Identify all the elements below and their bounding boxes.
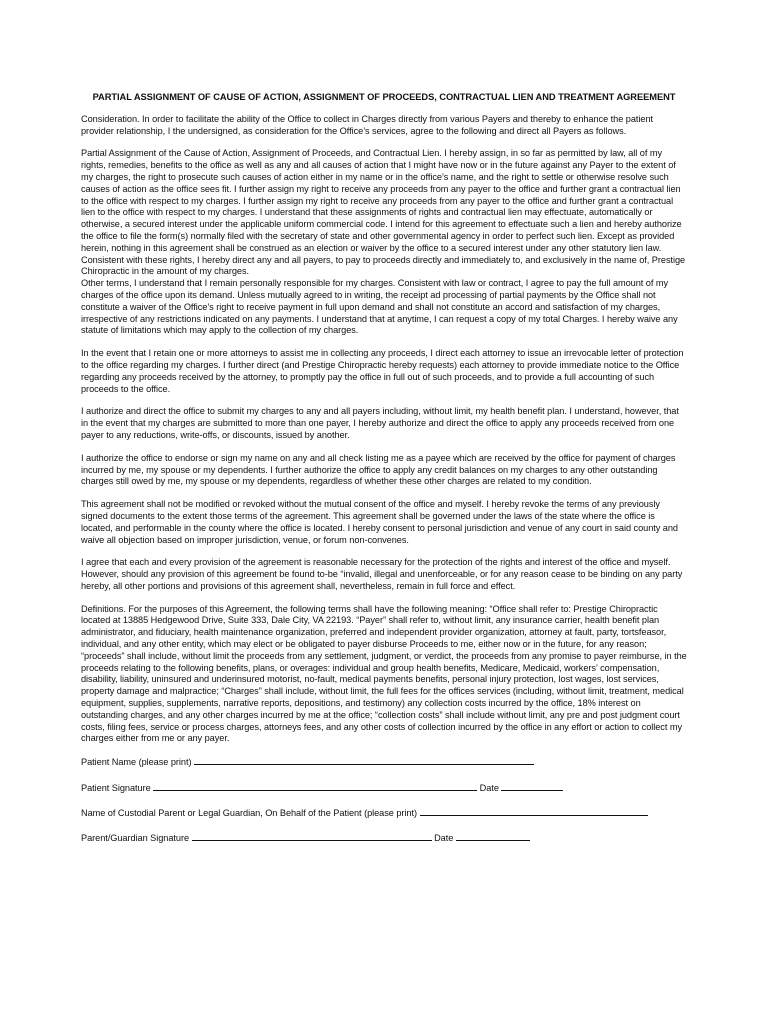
- patient-name-field[interactable]: [194, 756, 534, 765]
- guardian-date-field[interactable]: [456, 832, 530, 841]
- patient-date-label: Date: [479, 782, 499, 793]
- patient-signature-row: [81, 782, 687, 795]
- guardian-signature-label: Parent/Guardian Signature: [81, 833, 190, 844]
- paragraph-consideration: Consideration. In order to facilitate the ability of the Office to collect in Charges directly from various Payers and thereby to enhance the patient provider relationship, I the undersigned, as consideration for the Office’s services, agree to the following and direct all Payers as follows.: [81, 113, 654, 136]
- guardian-name-field[interactable]: [420, 807, 648, 816]
- patient-date-field[interactable]: [501, 782, 563, 791]
- document-title: PARTIAL ASSIGNMENT OF CAUSE OF ACTION, ASSIGNMENT OF PROCEEDS, CONTRACTUAL LIEN AND TREATMENT AGREEMENT: [92, 92, 676, 102]
- paragraph-partial-assignment: Partial Assignment of the Cause of Action, Assignment of Proceeds, and Contractual Lien. I hereby assign, in so far as permitted by law, all of my rights, remedies, benefits to the office as well as any and all causes of action that I might have now or in the future against any Payer to the extent of my charges, the right to prosecute such causes of action either in my name or in the office’s name, and the right to settle or otherwise resolve such causes of action as the office sees fit. I further assign my right to receive any proceeds from any payer to the office and further grant a contractual lien to the office with respect to my charges. I further assign my right to receive any proceeds from any payer to the office and further grant a contractual lien to the office with respect to my charges. I understand that these assignments of rights and contractual lien may effectuate, automatically or otherwise, a secured interest under the applicable uniform commercial code. I intend for this agreement to effectuate such a lien and hereby authorize the office to file the form(s) normally filed with the secretary of state and other governmental agency in order to perfect such lien. Except as provided herein, nothing in this agreement shall be construed as an election or waiver by the office to a secured interest under any other statutory lien law. Consistent with these rights, I hereby direct any and all payers, to pay to proceeds directly and immediately to, and exclusively in the name of, Prestige Chiropractic in the amount of my charges.: [81, 148, 686, 277]
- paragraph-modification: This agreement shall not be modified or revoked without the mutual consent of the office and myself. I hereby revoke the terms of any previously signed documents to the extent those terms of the agreement. This agreement shall be governed under the laws of the state where the office is located, and performable in the county where the office is located. I hereby consent to personal jurisdiction and venue of any court in said county and waive all objection based on improper jurisdiction, venue, or forum non-convenes.: [81, 499, 678, 545]
- guardian-name-row: [81, 807, 687, 820]
- agreement-document: [81, 92, 687, 857]
- guardian-signature-row: [81, 832, 687, 845]
- patient-signature-label: Patient Signature: [81, 782, 151, 793]
- patient-signature-field[interactable]: [153, 782, 477, 791]
- paragraph-attorneys: In the event that I retain one or more attorneys to assist me in collecting any proceeds, I direct each attorney to issue an irrevocable letter of protection to the office regarding my charges. I further direct (and Prestige Chiropractic hereby requests) each attorney to provide immediate notice to the Office regarding any proceeds received by the attorney, to promptly pay the office in full out of such proceeds, and to provide a full accounting of such proceeds to the office.: [81, 348, 684, 394]
- guardian-name-label: Name of Custodial Parent or Legal Guardian, On Behalf of the Patient (please print): [81, 807, 417, 818]
- patient-name-row: [81, 756, 687, 769]
- guardian-date-label: Date: [434, 833, 454, 844]
- paragraph-other-terms: Other terms, I understand that I remain personally responsible for my charges. Consistent with law or contract, I agree to pay the full amount of my charges of the office upon its demand. Unless mutually agreed to in writing, the receipt ad processing of partial payments by the Office shall not constitute a waiver of the Office’s right to receive payment in full upon demand and shall not constitute an accord and satisfaction of my charges, irrespective of any restrictions indicated on any payments. I understand that at anytime, I can request a copy of my total Charges. I hereby waive any statute of limitations which may apply to the collection of my charges.: [81, 278, 678, 336]
- paragraph-definitions: Definitions. For the purposes of this Agreement, the following terms shall have the following meaning: “Office shall refer to: Prestige Chiropractic located at 13885 Hedgewood Drive, Suite 333, Dale City, VA 22193. “Payer” shall refer to, without limit, any insurance carrier, health benefit plan administrator, and fiduciary, health maintenance organization, preferred and independent provider organization, attorney at fault, party, tortsfeasor, individual, and any other entity, which may elect or be obligated to payer disburse Proceeds to me, either now or in the future, for any reason; “proceeds” shall include, without limit the proceeds from any settlement, judgment, or verdict, the proceeds from any promise to payer reimburse, in the proceeds relating to the following benefits, plans, or overages: individual and group health benefits, Medicare, Medicaid, workers’ compensation, disability, liability, uninsured and underinsured motorist, no-fault, medical payments benefits, personal injury protection, lost wages, lost services, property damage and malpractice; “Charges” shall include, without limit, the full fees for the offices services (including, without limit, treatment, medical equipment, supplies, supplements, narrative reports, depositions, and testimony) any collection costs incurred by the office, 18% interest on outstanding charges, and any other charges incurred by me at the office; “collection costs” shall include without limit, any pre and post judgment court costs, filing fees, service or process charges, attorneys fees, and any other costs of collection incurred by the office in any effort or action to collect my charges either from me or any payer.: [81, 603, 687, 744]
- patient-name-label: Patient Name (please print): [81, 757, 192, 768]
- guardian-signature-field[interactable]: [192, 832, 432, 841]
- paragraph-severability: I agree that each and every provision of the agreement is reasonable necessary for the protection of the rights and interest of the office and myself. However, should any provision of this agreement be found to-be “invalid, illegal and unenforceable, or for any reason cease to be binding on any party hereby, all other portions and provisions of this agreement shall, nevertheless, remain in full force and effect.: [81, 557, 683, 591]
- paragraph-endorse-checks: I authorize the office to endorse or sign my name on any and all check listing me as a payee which are received by the office for payment of charges incurred by me, my spouse or my dependents. I further authorize the office to apply any credit balances on my charges to any other outstanding charges still owed by me, my spouse or my dependents, regardless of whether these other charges are related to my condition.: [81, 452, 676, 487]
- paragraph-submit-charges: I authorize and direct the office to submit my charges to any and all payers including, without limit, my health benefit plan. I understand, however, that in the event that my charges are submitted to more than one payer, I hereby authorize and direct the office to apply any proceeds received from one payer to any reductions, write-offs, or discounts, issued by another.: [81, 406, 679, 440]
